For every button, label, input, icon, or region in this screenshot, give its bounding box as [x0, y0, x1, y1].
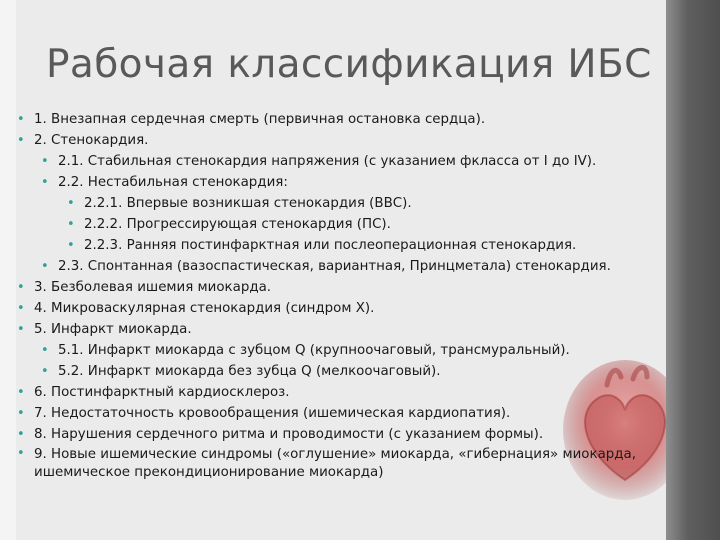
- list-item-text: 2.1. Стабильная стенокардия напряжения (с указанием фкласса от I до IV).: [58, 154, 597, 169]
- bullet-icon: •: [41, 343, 49, 358]
- list-item-text: 5.2. Инфаркт миокарда без зубца Q (мелкоочаговый).: [58, 364, 441, 379]
- list-item-level-2: [0, 361, 660, 382]
- list-item-text: 3. Безболевая ишемия миокарда.: [34, 280, 272, 295]
- right-decor-bar: [666, 0, 720, 540]
- bullet-icon: •: [17, 301, 25, 316]
- list-item-text: 1. Внезапная сердечная смерть (первичная остановка сердца).: [34, 112, 486, 127]
- list-item-level-3: [0, 214, 660, 235]
- bullet-icon: •: [17, 406, 25, 421]
- classification-list: [0, 109, 660, 482]
- bullet-icon: •: [41, 175, 49, 190]
- bullet-icon: •: [67, 217, 75, 232]
- list-item-level-1: [0, 319, 660, 340]
- list-item-text: 7. Недостаточность кровообращения (ишемическая кардиопатия).: [34, 406, 511, 421]
- bullet-icon: •: [67, 238, 75, 253]
- list-item-level-2: [0, 340, 660, 361]
- bullet-icon: •: [67, 196, 75, 211]
- slide-title: Рабочая классификация ИБС: [46, 42, 652, 87]
- list-item-level-3: [0, 193, 660, 214]
- bullet-icon: •: [41, 154, 49, 169]
- list-item-level-1: [0, 424, 660, 445]
- bullet-icon: •: [41, 259, 49, 274]
- list-item-text: 2. Стенокардия.: [34, 133, 149, 148]
- bullet-icon: •: [17, 322, 25, 337]
- list-item-level-1: [0, 445, 660, 482]
- bullet-icon: •: [17, 280, 25, 295]
- bullet-icon: •: [17, 385, 25, 400]
- list-item-text: 5. Инфаркт миокарда.: [34, 322, 192, 337]
- list-item-level-1: [0, 403, 660, 424]
- list-item-level-1: [0, 109, 660, 130]
- list-item-text: 2.2.3. Ранняя постинфарктная или послеоперационная стенокардия.: [84, 238, 577, 253]
- list-item-text: 2.2. Нестабильная стенокардия:: [58, 175, 288, 190]
- bullet-icon: •: [17, 427, 25, 442]
- bullet-icon: •: [17, 133, 25, 148]
- list-item-text: 6. Постинфарктный кардиосклероз.: [34, 385, 290, 400]
- list-item-level-1: [0, 298, 660, 319]
- list-item-text: 2.2.1. Впервые возникшая стенокардия (ВВС).: [84, 196, 412, 211]
- list-item-level-2: [0, 172, 660, 193]
- list-item-level-3: [0, 235, 660, 256]
- bullet-icon: •: [41, 364, 49, 379]
- list-item-text: 4. Микроваскулярная стенокардия (синдром X).: [34, 301, 375, 316]
- list-item-text: 9. Новые ишемические синдромы («оглушение» миокарда, «гибернация» миокарда, ишемическое прекондиционирование миокарда): [34, 447, 637, 480]
- list-item-level-2: [0, 256, 660, 277]
- list-item-text: 5.1. Инфаркт миокарда с зубцом Q (крупноочаговый, трансмуральный).: [58, 343, 570, 358]
- list-item-text: 2.2.2. Прогрессирующая стенокардия (ПС).: [84, 217, 391, 232]
- list-item-text: 2.3. Спонтанная (вазоспастическая, вариантная, Принцметала) стенокардия.: [58, 259, 611, 274]
- list-item-level-1: [0, 130, 660, 151]
- bullet-icon: •: [17, 112, 25, 127]
- bullet-icon: •: [17, 446, 25, 461]
- list-item-level-1: [0, 277, 660, 298]
- list-item-level-1: [0, 382, 660, 403]
- list-item-text: 8. Нарушения сердечного ритма и проводимости (с указанием формы).: [34, 427, 544, 442]
- list-item-level-2: [0, 151, 660, 172]
